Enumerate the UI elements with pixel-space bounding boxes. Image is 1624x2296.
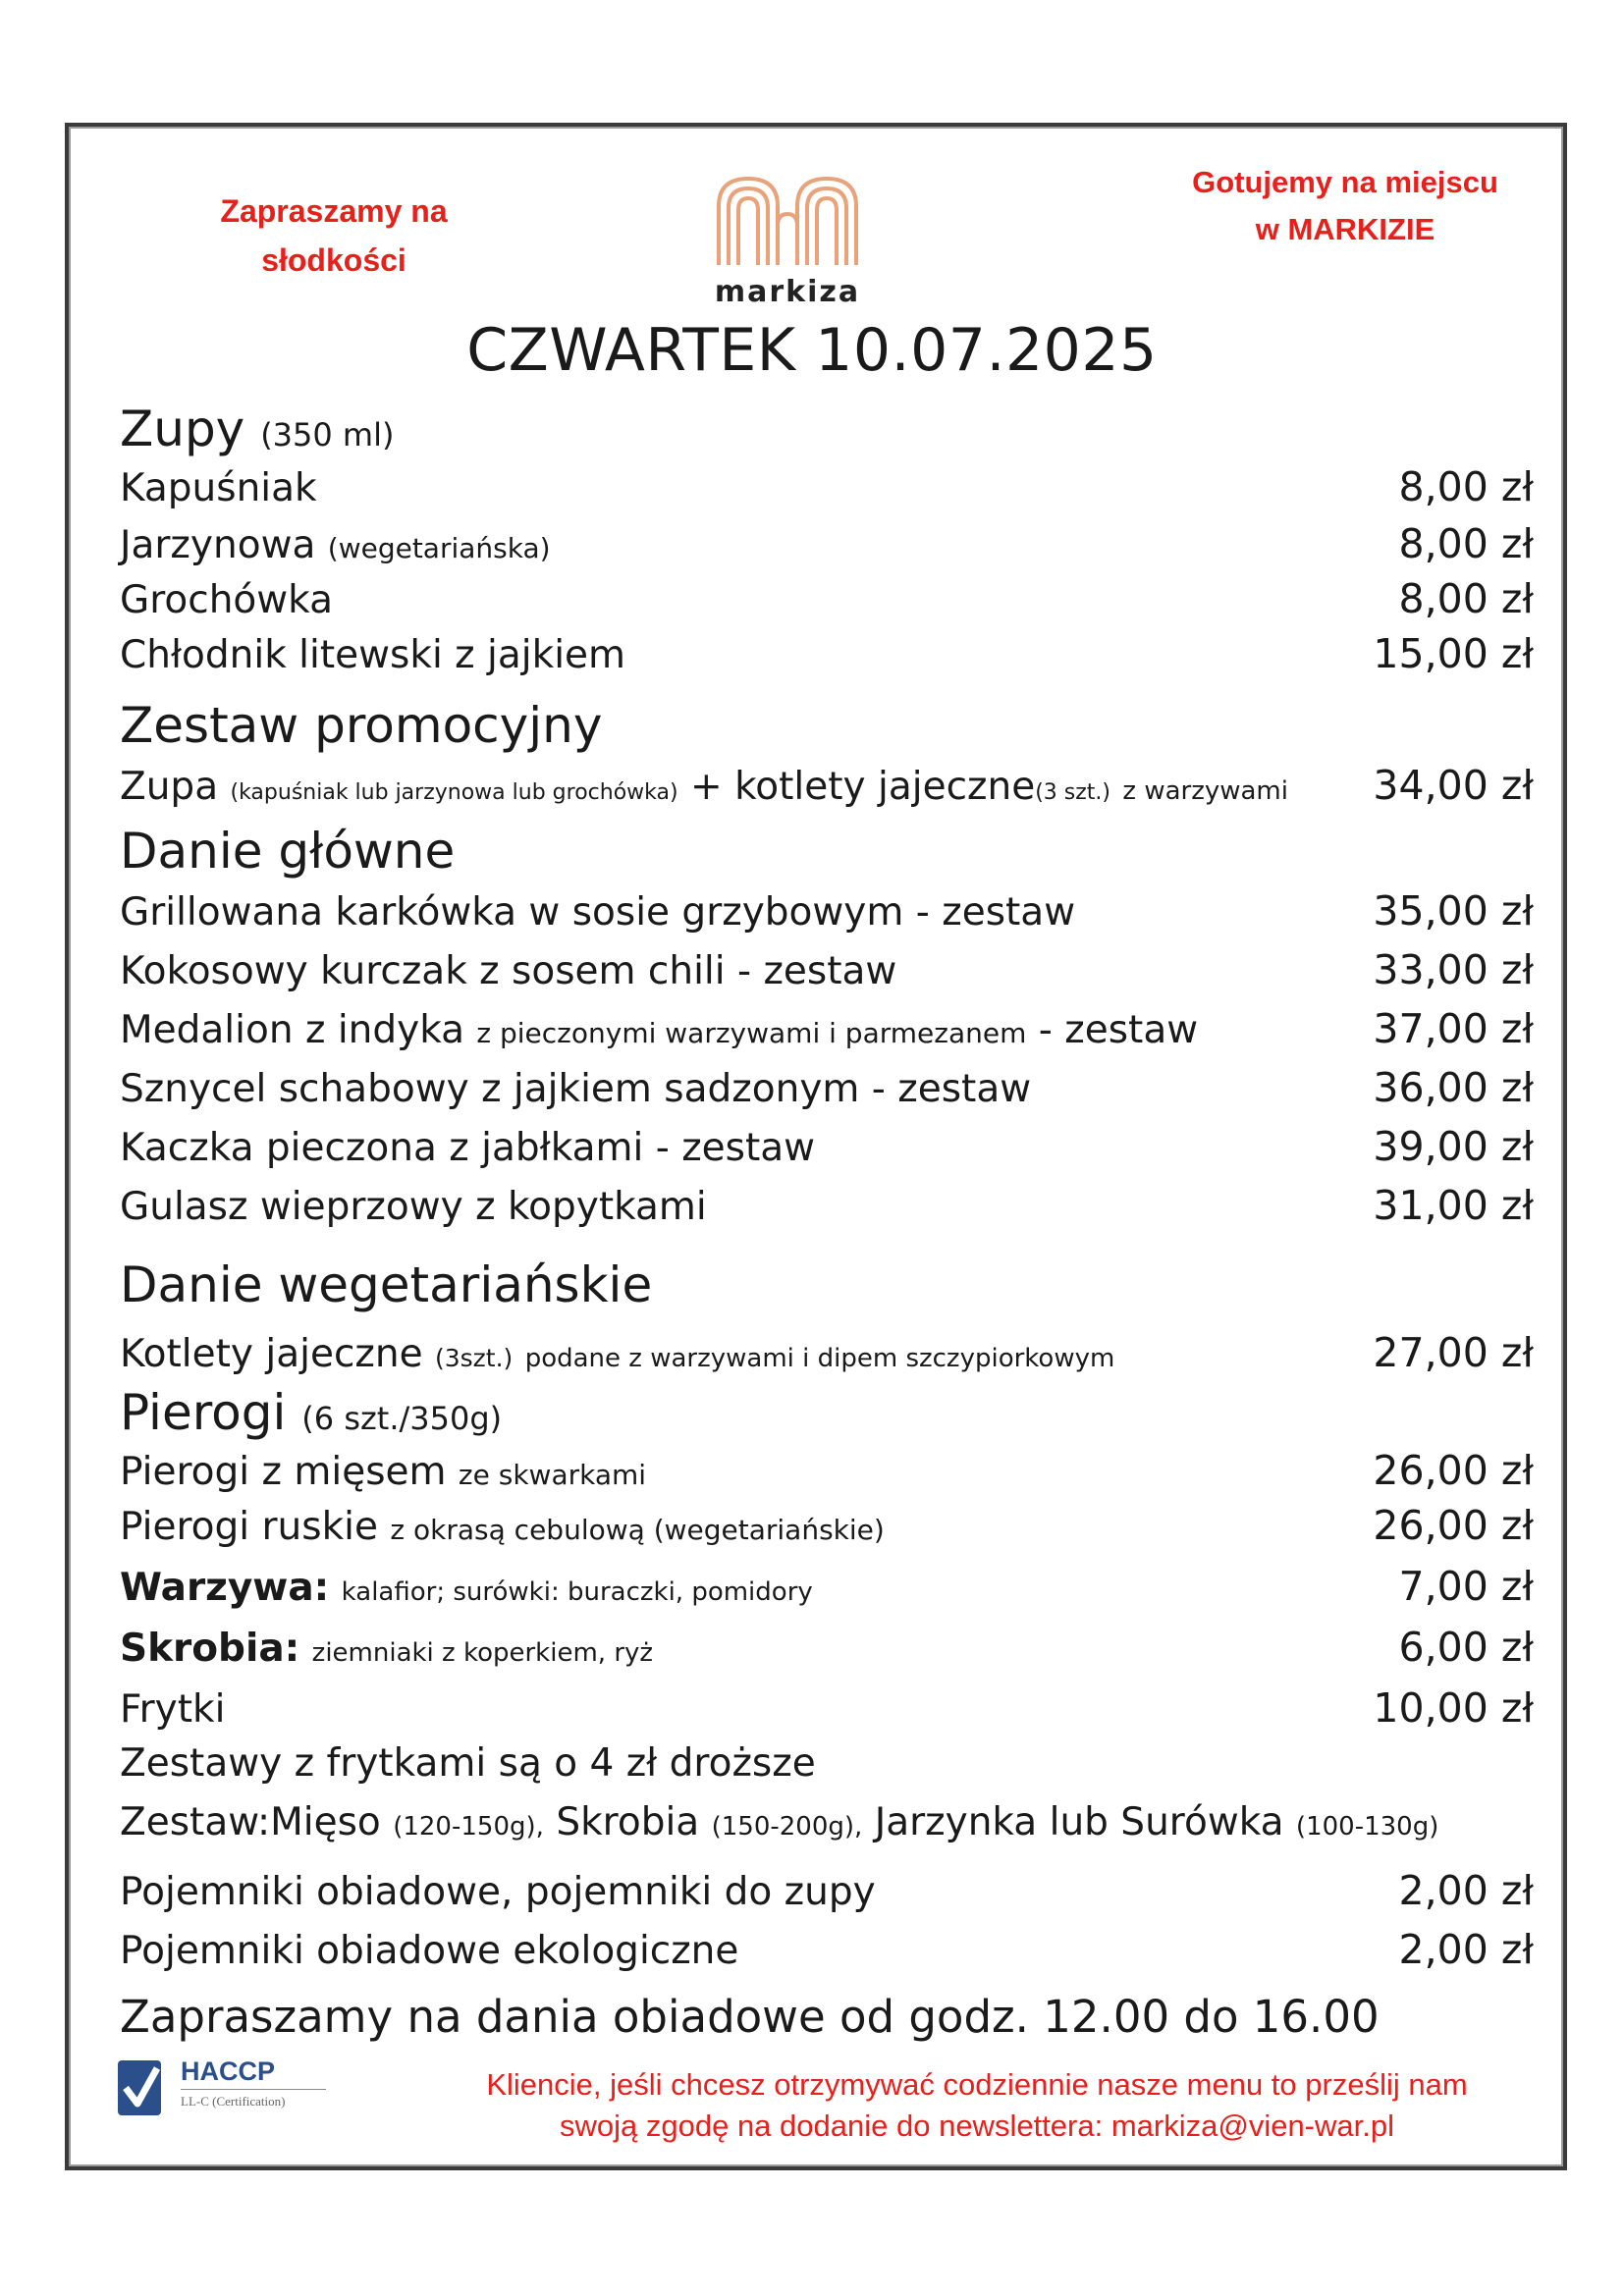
item-price: 31,00 zł xyxy=(1373,1182,1534,1229)
pierogi-note: (6 szt./350g) xyxy=(301,1400,503,1437)
sweets-note-line-1: Zapraszamy na xyxy=(220,193,448,229)
promo-item xyxy=(120,762,1534,809)
item-desc: podane z warzywami i dipem szczypiorkowym xyxy=(524,1344,1115,1373)
menu-item xyxy=(120,1329,1534,1376)
newsletter-line-1: Kliencie, jeśli chcesz otrzymywać codziennie nasze menu to prześlij nam xyxy=(486,2067,1468,2102)
item-price: 26,00 zł xyxy=(1373,1447,1534,1494)
haccp-divider xyxy=(181,2089,326,2090)
sweets-note-line-2: słodkości xyxy=(261,242,406,278)
item-price: 6,00 zł xyxy=(1398,1624,1534,1671)
zestaw-composition xyxy=(120,1800,1534,1844)
item-label: Warzywa: xyxy=(120,1566,330,1610)
item-name xyxy=(120,1566,813,1610)
item-name xyxy=(120,1505,885,1549)
menu-item xyxy=(120,946,1534,993)
haccp-subtitle: LL-C (Certification) xyxy=(181,2094,286,2109)
promo-part1-note: (kapuśniak lub jarzynowa lub grochówka) xyxy=(230,780,678,805)
item-price: 39,00 zł xyxy=(1373,1123,1534,1170)
item-price: 7,00 zł xyxy=(1398,1563,1534,1610)
menu-item xyxy=(120,575,1534,622)
item-price: 27,00 zł xyxy=(1373,1329,1534,1376)
side-item-skrobia xyxy=(120,1624,1534,1671)
item-desc: (wegetariańska) xyxy=(327,532,551,564)
haccp-check-icon xyxy=(116,2056,165,2119)
frytki-note xyxy=(120,1741,1534,1786)
item-name: Kaczka pieczona z jabłkami - zestaw xyxy=(120,1126,816,1170)
zestaw-c: Jarzynka lub Surówka xyxy=(874,1800,1284,1844)
side-item-warzywa xyxy=(120,1563,1534,1610)
item-price: 26,00 zł xyxy=(1373,1502,1534,1549)
item-desc: z pieczonymi warzywami i parmezanem xyxy=(476,1017,1027,1049)
promo-heading: Zestaw promocyjny xyxy=(120,697,603,754)
logo-wordmark: markiza xyxy=(714,275,861,309)
cooking-note xyxy=(1139,159,1551,253)
item-name-text: Kotlety jajeczne xyxy=(120,1332,423,1376)
item-name: Kokosowy kurczak z sosem chili - zestaw xyxy=(120,949,897,993)
menu-item xyxy=(120,463,1534,510)
item-note: (3szt.) xyxy=(434,1344,514,1372)
item-name: Pojemniki obiadowe, pojemniki do zupy xyxy=(120,1870,876,1914)
item-name-text: Pierogi ruskie xyxy=(120,1505,379,1549)
item-name: Sznycel schabowy z jajkiem sadzonym - zestaw xyxy=(120,1067,1032,1111)
container-item xyxy=(120,1867,1534,1914)
item-name xyxy=(120,1450,646,1494)
menu-item xyxy=(120,1447,1534,1494)
promo-item-desc xyxy=(120,765,1288,809)
item-name xyxy=(120,1627,653,1671)
item-name-text: Pierogi z mięsem xyxy=(120,1450,447,1494)
item-price: 8,00 zł xyxy=(1398,463,1534,510)
item-label: Skrobia: xyxy=(120,1627,300,1671)
item-name: Gulasz wieprzowy z kopytkami xyxy=(120,1185,707,1229)
soups-note: (350 ml) xyxy=(260,416,395,454)
mains-heading: Danie główne xyxy=(120,823,456,880)
menu-item xyxy=(120,1005,1534,1052)
soups-heading xyxy=(120,400,394,457)
side-item-frytki xyxy=(120,1684,1534,1732)
item-price: 34,00 zł xyxy=(1373,762,1534,809)
cooking-note-line-1: Gotujemy na miejscu xyxy=(1192,165,1498,199)
item-name xyxy=(120,523,551,567)
promo-part2-note: (3 szt.) xyxy=(1035,780,1110,805)
item-desc: kalafior; surówki: buraczki, pomidory xyxy=(341,1577,813,1607)
item-name: Frytki xyxy=(120,1687,226,1732)
menu-item xyxy=(120,630,1534,677)
pierogi-title: Pierogi xyxy=(120,1384,287,1441)
item-price: 2,00 zł xyxy=(1398,1926,1534,1973)
item-price: 37,00 zł xyxy=(1373,1005,1534,1052)
menu-item xyxy=(120,1182,1534,1229)
newsletter-line-2: swoją zgodę na dodanie do newslettera: markiza@vien-war.pl xyxy=(560,2109,1394,2143)
menu-item xyxy=(120,1502,1534,1549)
haccp-badge xyxy=(116,2056,332,2125)
item-price: 8,00 zł xyxy=(1398,575,1534,622)
item-price: 15,00 zł xyxy=(1373,630,1534,677)
promo-plus: + xyxy=(689,765,723,809)
item-price: 8,00 zł xyxy=(1398,520,1534,567)
promo-part1: Zupa xyxy=(120,765,219,809)
item-name-text: Medalion z indyka xyxy=(120,1008,464,1052)
markiza-logo xyxy=(709,167,866,314)
promo-part3: z warzywami xyxy=(1122,776,1288,806)
opening-hours xyxy=(120,1991,1534,2043)
menu-item xyxy=(120,1064,1534,1111)
opening-hours-text: Zapraszamy na dania obiadowe od godz. 12.00 do 16.00 xyxy=(120,1991,1380,2043)
container-item xyxy=(120,1926,1534,1973)
item-name xyxy=(120,1332,1114,1376)
zestaw-a-note: (120-150g), xyxy=(393,1812,544,1842)
item-name: Grochówka xyxy=(120,578,333,622)
item-price: 10,00 zł xyxy=(1373,1684,1534,1732)
item-name xyxy=(120,1008,1198,1052)
item-name-text: Jarzynowa xyxy=(120,523,316,567)
veg-heading: Danie wegetariańskie xyxy=(120,1256,653,1313)
zestaw-b-note: (150-200g), xyxy=(711,1812,863,1842)
item-suffix: - zestaw xyxy=(1038,1008,1199,1052)
item-price: 2,00 zł xyxy=(1398,1867,1534,1914)
soups-title: Zupy xyxy=(120,400,245,457)
promo-part2: kotlety jajeczne xyxy=(734,765,1036,809)
item-name: Pojemniki obiadowe ekologiczne xyxy=(120,1929,739,1973)
zestaw-c-note: (100-130g) xyxy=(1295,1812,1439,1842)
item-desc: z okrasą cebulową (wegetariańskie) xyxy=(390,1514,885,1546)
menu-item xyxy=(120,887,1534,934)
zestaw-text xyxy=(120,1800,1438,1844)
menu-date-title: CZWARTEK 10.07.2025 xyxy=(466,316,1158,385)
frytki-note-text: Zestawy z frytkami są o 4 zł droższe xyxy=(120,1741,816,1786)
item-price: 33,00 zł xyxy=(1373,946,1534,993)
haccp-title: HACCP xyxy=(181,2056,276,2086)
menu-item xyxy=(120,1123,1534,1170)
item-desc: ze skwarkami xyxy=(458,1459,647,1491)
newsletter-note xyxy=(412,2064,1542,2147)
zestaw-a: Zestaw:Mięso xyxy=(120,1800,381,1844)
item-price: 35,00 zł xyxy=(1373,887,1534,934)
item-name: Kapuśniak xyxy=(120,466,317,510)
sweets-note xyxy=(196,187,471,285)
menu-item xyxy=(120,520,1534,567)
pierogi-heading xyxy=(120,1384,502,1441)
cooking-note-line-2: w MARKIZIE xyxy=(1255,212,1435,246)
item-price: 36,00 zł xyxy=(1373,1064,1534,1111)
markiza-logo-icon xyxy=(709,167,866,275)
item-desc: ziemniaki z koperkiem, ryż xyxy=(311,1638,654,1668)
item-name: Grillowana karkówka w sosie grzybowym - zestaw xyxy=(120,890,1076,934)
zestaw-b: Skrobia xyxy=(556,1800,700,1844)
item-name: Chłodnik litewski z jajkiem xyxy=(120,633,626,677)
